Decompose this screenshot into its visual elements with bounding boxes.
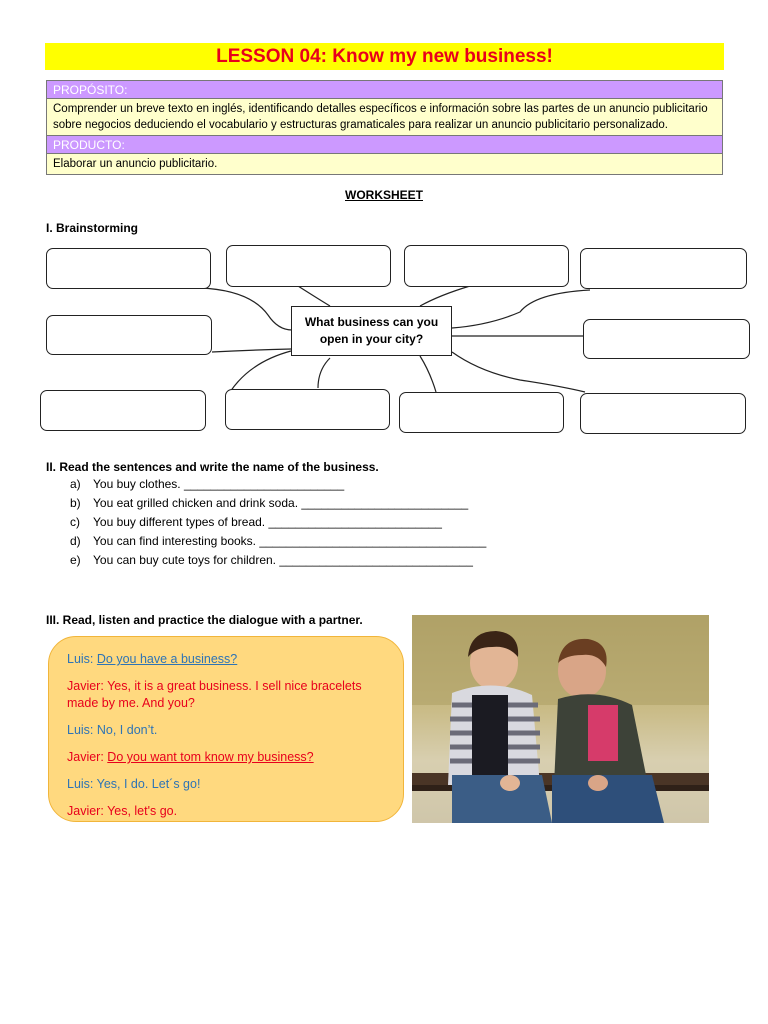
dialogue-question: Do you have a business? <box>96 652 238 666</box>
dialogue-line-3: Luis: No, I don’t. <box>67 723 158 737</box>
item-text: You buy clothes. ________________________ <box>93 477 345 491</box>
section2-list <box>70 477 486 572</box>
lesson-title: LESSON 04: Know my new business! <box>45 43 724 70</box>
list-item[interactable] <box>70 534 486 553</box>
connector-2 <box>298 286 330 306</box>
connector-4 <box>452 290 590 328</box>
item-text: You buy different types of bread. __________________________ <box>93 515 442 529</box>
item-text: You can find interesting books. __________________________________ <box>93 534 487 548</box>
connector-9 <box>420 356 436 392</box>
brainstorm-box-6[interactable] <box>583 319 750 359</box>
dialogue-question: Do you want tom know my business? <box>107 750 314 764</box>
dialogue-line-4 <box>67 749 385 766</box>
brainstorm-box-4[interactable] <box>580 248 747 289</box>
connector-3 <box>420 286 470 306</box>
product-text: Elaborar un anuncio publicitario. <box>47 154 723 175</box>
brainstorm-box-5[interactable] <box>46 315 212 355</box>
list-item[interactable] <box>70 496 486 515</box>
dialogue-box <box>48 636 404 822</box>
speaker-luis: Luis: <box>67 652 97 666</box>
item-letter: e) <box>70 553 81 567</box>
item-letter: a) <box>70 477 81 491</box>
item-letter: d) <box>70 534 81 548</box>
dialogue-line-1 <box>67 651 385 668</box>
connector-1 <box>200 288 292 330</box>
speaker-javier: Javier: <box>67 750 108 764</box>
item-letter: c) <box>70 515 80 529</box>
item-text: You can buy cute toys for children. _____________________________ <box>93 553 473 567</box>
brainstorm-box-8[interactable] <box>225 389 390 430</box>
brainstorm-box-10[interactable] <box>580 393 746 434</box>
worksheet-heading: WORKSHEET <box>345 188 423 202</box>
list-item[interactable] <box>70 553 486 572</box>
product-label: PRODUCTO: <box>47 136 723 154</box>
dialogue-line-6: Javier: Yes, let's go. <box>67 804 178 818</box>
brainstorm-box-7[interactable] <box>40 390 206 431</box>
connector-8 <box>318 358 330 388</box>
connector-7 <box>230 351 291 392</box>
dialogue-line-5: Luis: Yes, I do. Let´s go! <box>67 777 201 791</box>
brainstorm-box-1[interactable] <box>46 248 211 289</box>
purpose-text: Comprender un breve texto en inglés, identificando detalles específicos e información sobre las partes de un anuncio publicitario sobre negocios deduciendo el vocabulario y estructuras gramaticales para realizar un anuncio publicitario personalizado. <box>47 99 723 136</box>
dialogue-line-2: Javier: Yes, it is a great business. I sell nice bracelets made by me. And you? <box>67 679 362 710</box>
center-question: What business can you open in your city? <box>291 306 452 356</box>
boys-photo <box>412 615 709 823</box>
item-letter: b) <box>70 496 81 510</box>
section2-title: II. Read the sentences and write the name of the business. <box>46 460 379 474</box>
purpose-label: PROPÓSITO: <box>47 81 723 99</box>
connector-5 <box>212 349 291 352</box>
brainstorm-box-2[interactable] <box>226 245 391 287</box>
section3-title: III. Read, listen and practice the dialogue with a partner. <box>46 613 363 627</box>
list-item[interactable] <box>70 477 486 496</box>
section1-title: I. Brainstorming <box>46 221 139 235</box>
list-item[interactable] <box>70 515 486 534</box>
brainstorm-box-9[interactable] <box>399 392 564 433</box>
connector-10 <box>452 352 585 392</box>
item-text: You eat grilled chicken and drink soda. _________________________ <box>93 496 469 510</box>
brainstorm-box-3[interactable] <box>404 245 569 287</box>
